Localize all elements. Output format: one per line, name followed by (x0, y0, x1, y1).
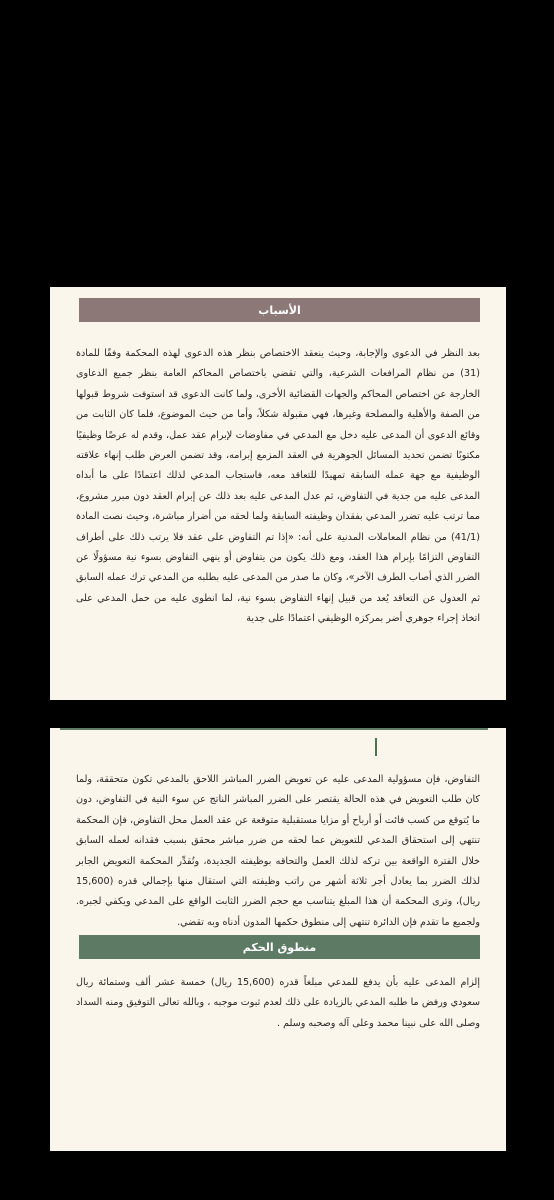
document-page-2 (50, 728, 506, 1151)
reasons-section-header (79, 298, 480, 322)
document-page-1 (50, 287, 506, 700)
verdict-paragraph: إلزام المدعى عليه بأن يدفع للمدعي مبلغاً قدره (15,600 ريال) خمسة عشر ألف وستمائة ريال سعودي ورفض ما طلبه المدعي بالزيادة على ذلك لعدم ثبوت موجبه ، وبالله تعالى التوفيق ومنه السداد وصلى الله على نبينا محمد وعلى آله وصحبه وسلم . (76, 977, 480, 1029)
text-cursor-marker (375, 738, 377, 756)
verdict-section-header (79, 935, 480, 959)
reasons-title: الأسباب (258, 303, 301, 317)
reasons-paragraph: بعد النظر في الدعوى والإجابة، وحيث ينعقد الاختصاص بنظر هذه الدعوى لهذه المحكمة وفقًا للمادة (31) من نظام المرافعات الشرعية، والتي تقضي باختصاص المحاكم العامة بنظر جميع الدعاوى الخارجة عن اختصاص المحاكم والجهات القضائية الأخرى، ولما كانت الدعوى قد استوفت شروط قبولها من الصفة والأهلية والمصلحة وغيرها، فهي مقبولة شكلاً، وأما من حيث الموضوع، فلما كان الثابت من وقائع الدعوى أن المدعى عليه دخل مع المدعي في مفاوضات لإبرام عقد عمل، وقدم له عرضًا وظيفيًا مكتوبًا تضمن تحديد المسائل الجوهرية في العقد المزمع إبرامه، وقد تضمن العرض طلب إنهاء علاقته الوظيفية مع جهة عمله السابقة تمهيدًا للتعاقد معه، فاستجاب المدعي لذلك اعتمادًا على ما أبداه المدعى عليه من جدية في التفاوض، ثم عدل المدعى عليه بعد ذلك عن إبرام العقد دون مبرر مشروع، مما ترتب عليه تضرر المدعي بفقدان وظيفته السابقة ولما لحقه من أضرار مباشرة، وحيث نصت المادة (41/1) من نظام المعاملات المدنية على أنه: «إذا تم التفاوض على عقد فلا يرتب ذلك على أطراف التفاوض التزامًا بإبرام هذا العقد، ومع ذلك يكون من يتفاوض أو ينهي التفاوض بسوء نية مسؤولًا عن الضرر الذي أصاب الطرف الآخر»، وكان ما صدر من المدعى عليه بطلبه من المدعي ترك عمله السابق ثم العدول عن التعاقد يُعد من قبيل إنهاء التفاوض بسوء نية، لما انطوى عليه من حمل المدعي على اتخاذ إجراء جوهري أضر بمركزه الوظيفي اعتمادًا على جدية (76, 348, 480, 625)
verdict-title: منطوق الحكم (242, 940, 317, 954)
page-top-divider (60, 728, 488, 730)
reasons-continuation-paragraph: التفاوض، فإن مسؤولية المدعى عليه عن تعويض الضرر المباشر اللاحق بالمدعي تكون متحققة، ولما كان طلب التعويض في هذه الحالة يقتصر على الضرر المباشر الناتج عن سوء النية في التفاوض، دون ما يُتوقع من كسب فائت أو أرباح أو مزايا مستقبلية متوقعة عن عقد العمل محل التفاوض، فإن المحكمة تنتهي إلى استحقاق المدعي للتعويض عما لحقه من ضرر مباشر محقق بسبب فقدانه لعمله السابق خلال الفترة الواقعة بين تركه لذلك العمل والتحاقه بوظيفته الجديدة، وتُقدِّر المحكمة التعويض الجابر لذلك الضرر بما يعادل أجر ثلاثة أشهر من راتب وظيفته التي استقال منها بإجمالي قدره (15,600 ريال)، وترى المحكمة أن هذا المبلغ يتناسب مع حجم الضرر الثابت الواقع على المدعي ويكفي لجبره. ولجميع ما تقدم فإن الدائرة تنتهي إلى منطوق حكمها المدون أدناه وبه تقضي. (76, 774, 480, 928)
